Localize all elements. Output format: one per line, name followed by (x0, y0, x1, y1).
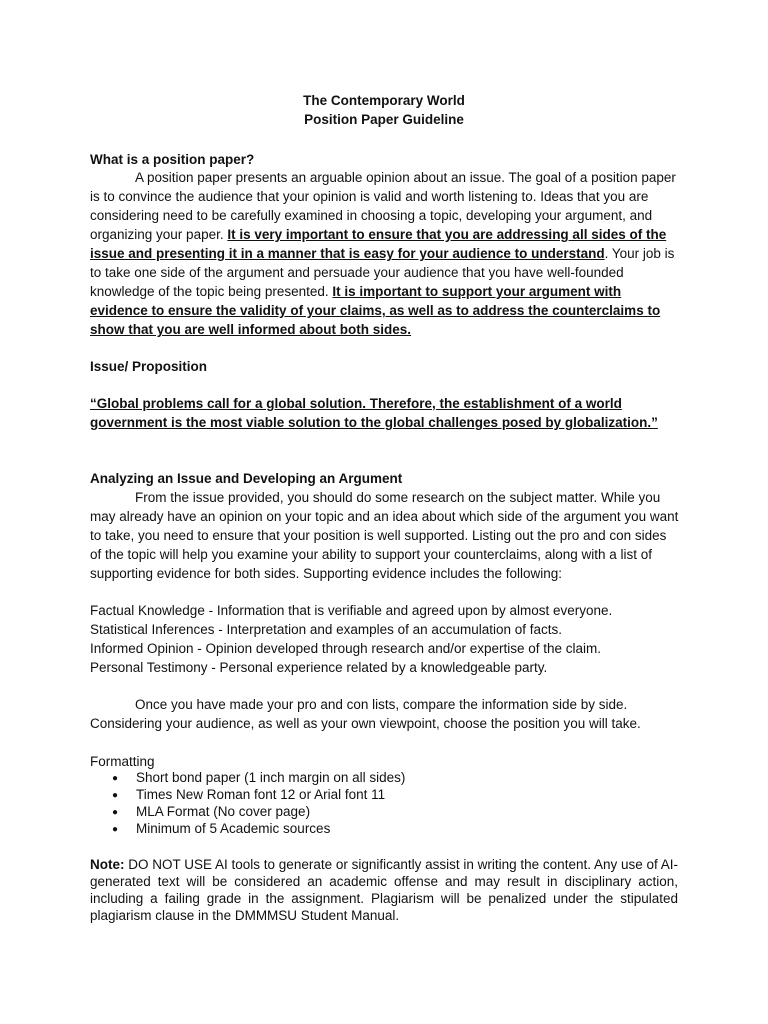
issue-quote: “Global problems call for a global solution. Therefore, the establishment of a world government is the most viable solution to the global challenges posed by globalization.” (90, 396, 658, 430)
emphasis-text: It is very important to ensure that you are addressing all sides of the issue and presenting it in a manner that is easy for your audience to understand (90, 227, 667, 261)
evidence-item-testimony: Personal Testimony - Personal experience related by a knowledgeable party. (90, 660, 548, 675)
list-item: ● Times New Roman font 12 or Arial font 11 (90, 786, 405, 803)
section-heading-analysis: Analyzing an Issue and Developing an Argument (90, 471, 403, 486)
paragraph-text: A position paper presents an arguable opinion about an issue. The goal of a position paper is to convince the audience that your opinion is valid and worth listening to. Ideas that you are considering need to be carefully examined in choosing a topic, developing your argument, and organizing your paper. (90, 170, 676, 242)
formatting-list (90, 769, 405, 837)
section-heading-position-paper: What is a position paper? (90, 152, 255, 167)
section-heading-formatting: Formatting (90, 754, 155, 769)
list-item: ● MLA Format (No cover page) (90, 803, 405, 820)
evidence-item-statistical: Statistical Inferences - Interpretation and examples of an accumulation of facts. (90, 622, 562, 637)
evidence-item-factual: Factual Knowledge - Information that is verifiable and agreed upon by almost everyone. (90, 603, 613, 618)
list-item: ● Minimum of 5 Academic sources (90, 820, 405, 837)
section-heading-issue: Issue/ Proposition (90, 359, 208, 374)
document-subtitle: Position Paper Guideline (304, 112, 464, 127)
compare-paragraph: Once you have made your pro and con lists, compare the information side by side. Considering your audience, as well as your own viewpoint, choose the position you will take. (90, 697, 641, 731)
emphasis-text: It is important to support your argument with evidence to ensure the validity of your claims, as well as to address the counterclaims to show that you are well informed about both sides. (90, 284, 661, 337)
evidence-item-opinion: Informed Opinion - Opinion developed through research and/or expertise of the claim. (90, 641, 602, 656)
note-text: DO NOT USE AI tools to generate or significantly assist in writing the content. Any use of AI-generated text will be considered an academic offense and may result in disciplinary action, including a failing grade in the assignment. Plagiarism will be penalized under the stipulated plagiarism clause in the DMMMSU Student Manual. (90, 857, 679, 923)
note-label: Note: (90, 857, 125, 872)
note-paragraph (90, 856, 678, 924)
paragraph-text: . Your job is to take one side of the argument and persuade your audience that you have well-founded knowledge of the topic being presented. (90, 246, 675, 299)
section-paragraph-position-paper (90, 168, 680, 339)
analysis-paragraph: From the issue provided, you should do some research on the subject matter. While you may already have an opinion on your topic and an idea about which side of the argument you want to take, you need to ensure that your position is well supported. Listing out the pro and con sides of the topic will help you examine your ability to support your counterclaims, along with a list of supporting evidence for both sides. Supporting evidence includes the following: (90, 490, 679, 581)
document-title: The Contemporary World (303, 93, 465, 108)
list-item: ● Short bond paper (1 inch margin on all sides) (90, 769, 405, 786)
